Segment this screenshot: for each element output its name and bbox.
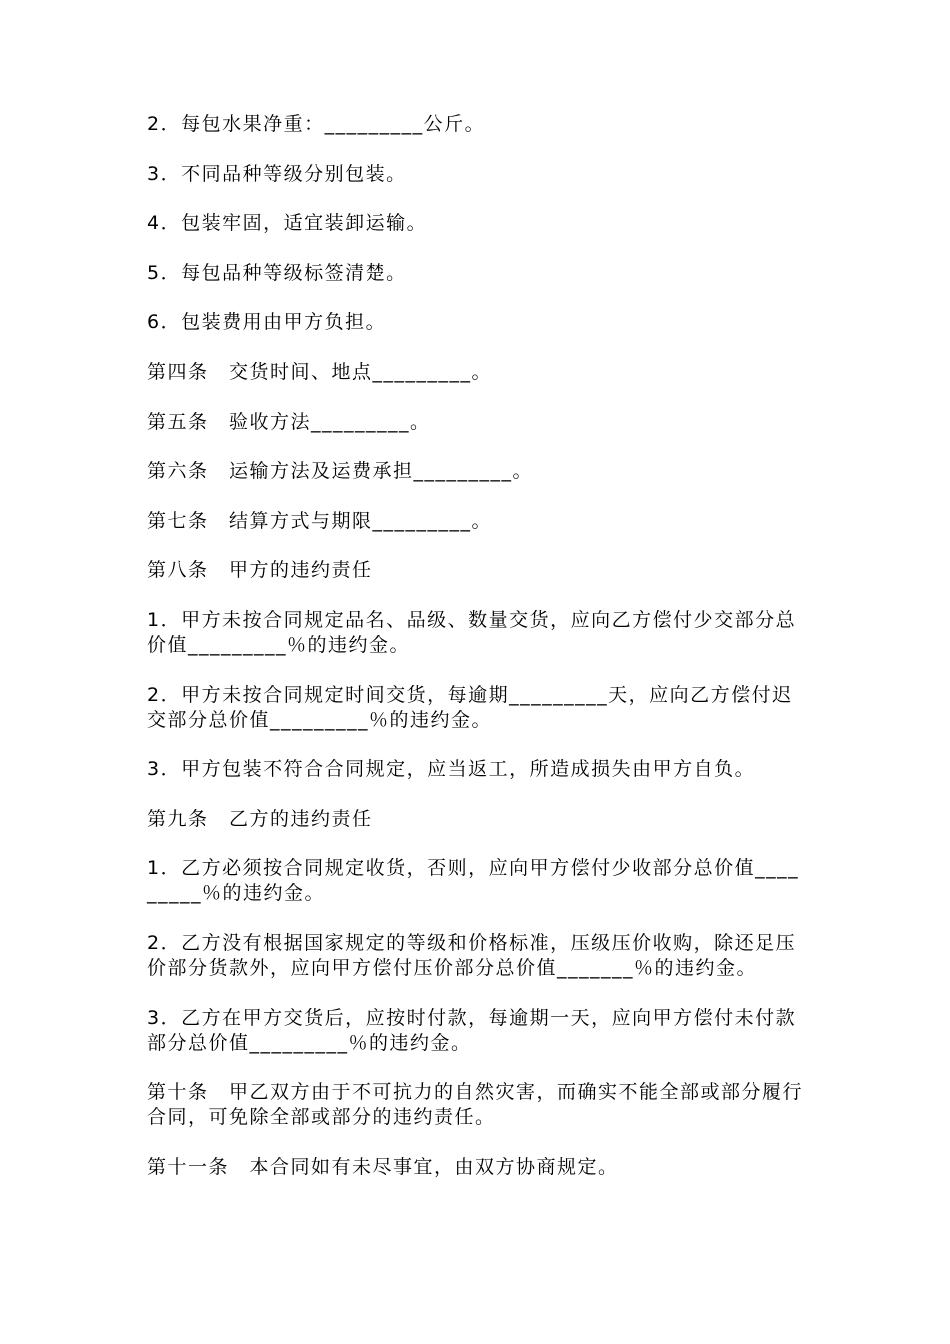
document-page [147, 112, 807, 1204]
article-8-item-3: 3．甲方包装不符合合同规定，应当返工，所造成损失由甲方自负。 [147, 758, 756, 781]
clause-packaging-sturdy: 4．包装牢固，适宜装卸运输。 [147, 212, 428, 235]
article-8-item-2: 2．甲方未按合同规定时间交货，每逾期_________天，应向乙方偿付迟交部分总价值_________％的违约金。 [147, 683, 793, 731]
clause-packaging-net-weight: 2．每包水果净重：_________公斤。 [147, 113, 486, 135]
clause-packaging-by-grade: 3．不同品种等级分别包装。 [147, 162, 407, 185]
clause-packaging-cost: 6．包装费用由甲方负担。 [147, 311, 387, 334]
article-10-force-majeure: 第十条 甲乙双方由于不可抗力的自然灾害，而确实不能全部或部分履行合同，可免除全部或部分的违约责任。 [147, 1081, 804, 1129]
article-5-inspection: 第五条 验收方法_________。 [147, 410, 431, 433]
article-8-heading: 第八条 甲方的违约责任 [147, 559, 373, 582]
clause-packaging-labels: 5．每包品种等级标签清楚。 [147, 261, 407, 284]
article-9-heading: 第九条 乙方的违约责任 [147, 807, 373, 830]
article-9-item-2: 2．乙方没有根据国家规定的等级和价格标准，压级压价收购，除还足压价部分货款外，应向甲方偿付压价部分总价值_______％的违约金。 [147, 931, 797, 979]
article-9-item-3: 3．乙方在甲方交货后，应按时付款，每逾期一天，应向甲方偿付未付款部分总价值_________％的违约金。 [147, 1006, 797, 1054]
article-11-other-matters: 第十一条 本合同如有未尽事宜，由双方协商规定。 [147, 1155, 619, 1178]
article-9-item-1: 1．乙方必须按合同规定收货，否则，应向甲方偿付少收部分总价值_________％的违约金。 [147, 857, 800, 905]
article-8-item-1: 1．甲方未按合同规定品名、品级、数量交货，应向乙方偿付少交部分总价值_________％的违约金。 [147, 608, 797, 656]
article-7-settlement: 第七条 结算方式与期限_________。 [147, 509, 493, 532]
article-6-transport: 第六条 运输方法及运费承担_________。 [147, 460, 534, 483]
article-4-delivery: 第四条 交货时间、地点_________。 [147, 360, 493, 383]
